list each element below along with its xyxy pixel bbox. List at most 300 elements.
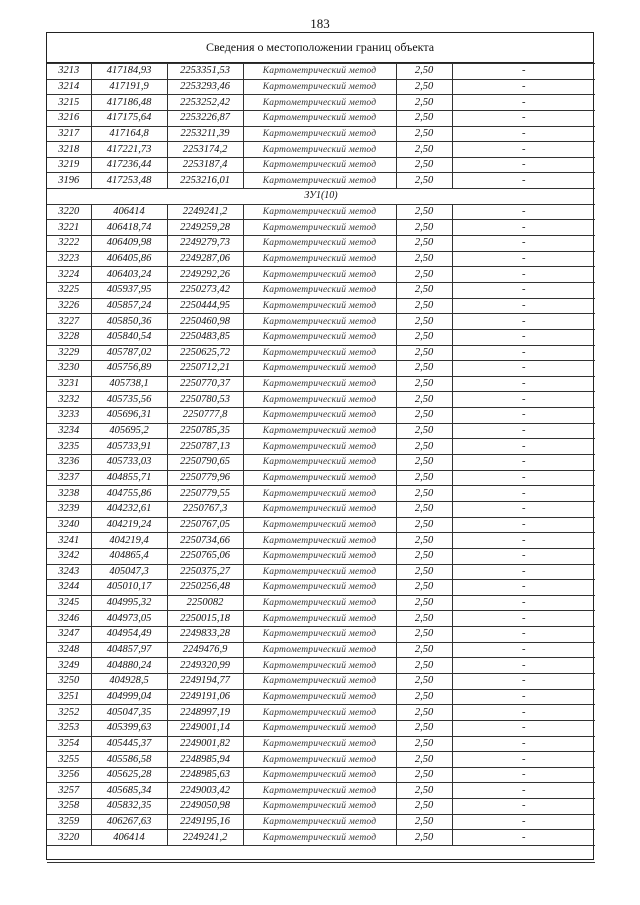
- y-coordinate-cell: 2249279,73: [167, 236, 243, 252]
- x-coordinate-cell: 406414: [91, 204, 167, 220]
- method-cell: Картометрический метод: [243, 486, 396, 502]
- table-title: Сведения о местоположении границ объекта: [47, 33, 593, 63]
- x-coordinate-cell: 417164,8: [91, 126, 167, 142]
- point-number-cell: 3257: [47, 783, 91, 799]
- accuracy-cell: 2,50: [396, 658, 452, 674]
- x-coordinate-cell: 417191,9: [91, 79, 167, 95]
- table-row: [47, 408, 595, 424]
- point-number-cell: 3219: [47, 157, 91, 173]
- y-coordinate-cell: 2250767,05: [167, 517, 243, 533]
- description-cell: -: [452, 361, 595, 377]
- y-coordinate-cell: 2250780,53: [167, 392, 243, 408]
- description-cell: -: [452, 611, 595, 627]
- x-coordinate-cell: 405738,1: [91, 376, 167, 392]
- accuracy-cell: 2,50: [396, 267, 452, 283]
- accuracy-cell: 2,50: [396, 501, 452, 517]
- description-cell: -: [452, 220, 595, 236]
- x-coordinate-cell: 405857,24: [91, 298, 167, 314]
- method-cell: Картометрический метод: [243, 95, 396, 111]
- x-coordinate-cell: 405733,03: [91, 455, 167, 471]
- accuracy-cell: 2,50: [396, 408, 452, 424]
- accuracy-cell: 2,50: [396, 455, 452, 471]
- x-coordinate-cell: 406418,74: [91, 220, 167, 236]
- y-coordinate-cell: 2250082: [167, 595, 243, 611]
- point-number-cell: 3239: [47, 501, 91, 517]
- point-number-cell: 3258: [47, 799, 91, 815]
- table-row: [47, 689, 595, 705]
- table-row: [47, 705, 595, 721]
- point-number-cell: 3230: [47, 361, 91, 377]
- method-cell: Картометрический метод: [243, 110, 396, 126]
- method-cell: Картометрический метод: [243, 251, 396, 267]
- table-row: [47, 455, 595, 471]
- y-coordinate-cell: 2250779,96: [167, 470, 243, 486]
- table-row: [47, 157, 595, 173]
- x-coordinate-cell: 417186,48: [91, 95, 167, 111]
- description-cell: -: [452, 642, 595, 658]
- method-cell: Картометрический метод: [243, 627, 396, 643]
- y-coordinate-cell: 2249001,82: [167, 736, 243, 752]
- description-cell: -: [452, 345, 595, 361]
- y-coordinate-cell: 2250460,98: [167, 314, 243, 330]
- y-coordinate-cell: 2250625,72: [167, 345, 243, 361]
- empty-row: [47, 846, 595, 863]
- point-number-cell: 3218: [47, 142, 91, 158]
- point-number-cell: 3213: [47, 64, 91, 80]
- y-coordinate-cell: 2250444,95: [167, 298, 243, 314]
- y-coordinate-cell: 2250767,3: [167, 501, 243, 517]
- accuracy-cell: 2,50: [396, 392, 452, 408]
- method-cell: Картометрический метод: [243, 517, 396, 533]
- point-number-cell: 3253: [47, 720, 91, 736]
- table-row: [47, 611, 595, 627]
- y-coordinate-cell: 2249001,14: [167, 720, 243, 736]
- method-cell: Картометрический метод: [243, 79, 396, 95]
- description-cell: -: [452, 439, 595, 455]
- accuracy-cell: 2,50: [396, 673, 452, 689]
- accuracy-cell: 2,50: [396, 720, 452, 736]
- description-cell: -: [452, 392, 595, 408]
- x-coordinate-cell: 405735,56: [91, 392, 167, 408]
- table-row: [47, 376, 595, 392]
- y-coordinate-cell: 2253174,2: [167, 142, 243, 158]
- method-cell: Картометрический метод: [243, 361, 396, 377]
- table-row: [47, 329, 595, 345]
- method-cell: Картометрический метод: [243, 236, 396, 252]
- y-coordinate-cell: 2250787,13: [167, 439, 243, 455]
- accuracy-cell: 2,50: [396, 173, 452, 189]
- description-cell: -: [452, 455, 595, 471]
- table-row: [47, 392, 595, 408]
- point-number-cell: 3220: [47, 204, 91, 220]
- x-coordinate-cell: 404954,49: [91, 627, 167, 643]
- point-number-cell: 3196: [47, 173, 91, 189]
- x-coordinate-cell: 404865,4: [91, 548, 167, 564]
- y-coordinate-cell: 2249241,2: [167, 830, 243, 846]
- table-row: [47, 204, 595, 220]
- y-coordinate-cell: 2250712,21: [167, 361, 243, 377]
- table-row: [47, 501, 595, 517]
- point-number-cell: 3242: [47, 548, 91, 564]
- accuracy-cell: 2,50: [396, 783, 452, 799]
- point-number-cell: 3243: [47, 564, 91, 580]
- accuracy-cell: 2,50: [396, 548, 452, 564]
- y-coordinate-cell: 2250779,55: [167, 486, 243, 502]
- accuracy-cell: 2,50: [396, 470, 452, 486]
- table-row: [47, 720, 595, 736]
- description-cell: -: [452, 627, 595, 643]
- y-coordinate-cell: 2250790,65: [167, 455, 243, 471]
- block1-rows: [47, 64, 595, 189]
- y-coordinate-cell: 2253211,39: [167, 126, 243, 142]
- point-number-cell: 3226: [47, 298, 91, 314]
- table-row: [47, 533, 595, 549]
- description-cell: -: [452, 267, 595, 283]
- empty-row-body: [47, 846, 595, 863]
- point-number-cell: 3254: [47, 736, 91, 752]
- table-row: [47, 298, 595, 314]
- method-cell: Картометрический метод: [243, 64, 396, 80]
- accuracy-cell: 2,50: [396, 595, 452, 611]
- accuracy-cell: 2,50: [396, 705, 452, 721]
- method-cell: Картометрический метод: [243, 595, 396, 611]
- x-coordinate-cell: 405696,31: [91, 408, 167, 424]
- method-cell: Картометрический метод: [243, 658, 396, 674]
- x-coordinate-cell: 405685,34: [91, 783, 167, 799]
- method-cell: Картометрический метод: [243, 267, 396, 283]
- y-coordinate-cell: 2249194,77: [167, 673, 243, 689]
- method-cell: Картометрический метод: [243, 783, 396, 799]
- point-number-cell: 3255: [47, 752, 91, 768]
- accuracy-cell: 2,50: [396, 627, 452, 643]
- y-coordinate-cell: 2250375,27: [167, 564, 243, 580]
- point-number-cell: 3235: [47, 439, 91, 455]
- description-cell: -: [452, 548, 595, 564]
- y-coordinate-cell: 2249191,06: [167, 689, 243, 705]
- method-cell: Картометрический метод: [243, 376, 396, 392]
- accuracy-cell: 2,50: [396, 767, 452, 783]
- accuracy-cell: 2,50: [396, 142, 452, 158]
- description-cell: -: [452, 673, 595, 689]
- method-cell: Картометрический метод: [243, 439, 396, 455]
- method-cell: Картометрический метод: [243, 830, 396, 846]
- method-cell: Картометрический метод: [243, 799, 396, 815]
- table-row: [47, 580, 595, 596]
- accuracy-cell: 2,50: [396, 95, 452, 111]
- description-cell: -: [452, 658, 595, 674]
- point-number-cell: 3259: [47, 814, 91, 830]
- description-cell: -: [452, 251, 595, 267]
- y-coordinate-cell: 2250015,18: [167, 611, 243, 627]
- description-cell: -: [452, 470, 595, 486]
- x-coordinate-cell: 404880,24: [91, 658, 167, 674]
- method-cell: Картометрический метод: [243, 767, 396, 783]
- table-row: [47, 267, 595, 283]
- x-coordinate-cell: 405399,63: [91, 720, 167, 736]
- y-coordinate-cell: 2249476,9: [167, 642, 243, 658]
- point-number-cell: 3245: [47, 595, 91, 611]
- y-coordinate-cell: 2250785,35: [167, 423, 243, 439]
- method-cell: Картометрический метод: [243, 548, 396, 564]
- point-number-cell: 3225: [47, 282, 91, 298]
- description-cell: -: [452, 376, 595, 392]
- accuracy-cell: 2,50: [396, 611, 452, 627]
- x-coordinate-cell: 417221,73: [91, 142, 167, 158]
- method-cell: Картометрический метод: [243, 345, 396, 361]
- method-cell: Картометрический метод: [243, 157, 396, 173]
- method-cell: Картометрический метод: [243, 314, 396, 330]
- table-row: [47, 548, 595, 564]
- accuracy-cell: 2,50: [396, 799, 452, 815]
- point-number-cell: 3249: [47, 658, 91, 674]
- description-cell: -: [452, 736, 595, 752]
- accuracy-cell: 2,50: [396, 423, 452, 439]
- description-cell: -: [452, 64, 595, 80]
- point-number-cell: 3220: [47, 830, 91, 846]
- table-row: [47, 142, 595, 158]
- accuracy-cell: 2,50: [396, 329, 452, 345]
- empty-cell: [47, 846, 595, 863]
- table-row: [47, 736, 595, 752]
- block2-rows: [47, 204, 595, 845]
- method-cell: Картометрический метод: [243, 689, 396, 705]
- x-coordinate-cell: 405047,3: [91, 564, 167, 580]
- description-cell: -: [452, 157, 595, 173]
- accuracy-cell: 2,50: [396, 345, 452, 361]
- method-cell: Картометрический метод: [243, 673, 396, 689]
- accuracy-cell: 2,50: [396, 361, 452, 377]
- y-coordinate-cell: 2248985,94: [167, 752, 243, 768]
- x-coordinate-cell: 417184,93: [91, 64, 167, 80]
- table-row: [47, 345, 595, 361]
- table-row: [47, 517, 595, 533]
- method-cell: Картометрический метод: [243, 642, 396, 658]
- table-row: [47, 470, 595, 486]
- table-row: [47, 251, 595, 267]
- y-coordinate-cell: 2250770,37: [167, 376, 243, 392]
- description-cell: -: [452, 110, 595, 126]
- point-number-cell: 3237: [47, 470, 91, 486]
- method-cell: Картометрический метод: [243, 736, 396, 752]
- y-coordinate-cell: 2253226,87: [167, 110, 243, 126]
- method-cell: Картометрический метод: [243, 705, 396, 721]
- x-coordinate-cell: 405756,89: [91, 361, 167, 377]
- method-cell: Картометрический метод: [243, 564, 396, 580]
- description-cell: -: [452, 689, 595, 705]
- table-row: [47, 423, 595, 439]
- group-label: ЗУ1(10): [47, 189, 595, 205]
- table-row: [47, 486, 595, 502]
- method-cell: Картометрический метод: [243, 298, 396, 314]
- method-cell: Картометрический метод: [243, 408, 396, 424]
- y-coordinate-cell: 2253216,01: [167, 173, 243, 189]
- description-cell: -: [452, 814, 595, 830]
- point-number-cell: 3214: [47, 79, 91, 95]
- accuracy-cell: 2,50: [396, 486, 452, 502]
- accuracy-cell: 2,50: [396, 298, 452, 314]
- method-cell: Картометрический метод: [243, 720, 396, 736]
- table-row: [47, 314, 595, 330]
- x-coordinate-cell: 405586,58: [91, 752, 167, 768]
- point-number-cell: 3248: [47, 642, 91, 658]
- point-number-cell: 3247: [47, 627, 91, 643]
- table-row: [47, 752, 595, 768]
- method-cell: Картометрический метод: [243, 580, 396, 596]
- description-cell: -: [452, 517, 595, 533]
- method-cell: Картометрический метод: [243, 455, 396, 471]
- point-number-cell: 3236: [47, 455, 91, 471]
- x-coordinate-cell: 404855,71: [91, 470, 167, 486]
- table-row: [47, 361, 595, 377]
- x-coordinate-cell: 406409,98: [91, 236, 167, 252]
- table-row: [47, 110, 595, 126]
- accuracy-cell: 2,50: [396, 439, 452, 455]
- accuracy-cell: 2,50: [396, 236, 452, 252]
- method-cell: Картометрический метод: [243, 533, 396, 549]
- description-cell: -: [452, 580, 595, 596]
- table-row: [47, 673, 595, 689]
- method-cell: Картометрический метод: [243, 282, 396, 298]
- point-number-cell: 3246: [47, 611, 91, 627]
- accuracy-cell: 2,50: [396, 830, 452, 846]
- point-number-cell: 3233: [47, 408, 91, 424]
- table-row: [47, 126, 595, 142]
- description-cell: -: [452, 501, 595, 517]
- table-row: [47, 173, 595, 189]
- method-cell: Картометрический метод: [243, 392, 396, 408]
- point-number-cell: 3216: [47, 110, 91, 126]
- description-cell: -: [452, 173, 595, 189]
- point-number-cell: 3244: [47, 580, 91, 596]
- description-cell: -: [452, 830, 595, 846]
- x-coordinate-cell: 405787,02: [91, 345, 167, 361]
- point-number-cell: 3240: [47, 517, 91, 533]
- accuracy-cell: 2,50: [396, 220, 452, 236]
- description-cell: -: [452, 314, 595, 330]
- point-number-cell: 3221: [47, 220, 91, 236]
- y-coordinate-cell: 2248985,63: [167, 767, 243, 783]
- description-cell: -: [452, 204, 595, 220]
- point-number-cell: 3252: [47, 705, 91, 721]
- point-number-cell: 3250: [47, 673, 91, 689]
- accuracy-cell: 2,50: [396, 251, 452, 267]
- x-coordinate-cell: 417253,48: [91, 173, 167, 189]
- accuracy-cell: 2,50: [396, 110, 452, 126]
- description-cell: -: [452, 799, 595, 815]
- y-coordinate-cell: 2253187,4: [167, 157, 243, 173]
- description-cell: -: [452, 236, 595, 252]
- table-row: [47, 814, 595, 830]
- point-number-cell: 3223: [47, 251, 91, 267]
- accuracy-cell: 2,50: [396, 79, 452, 95]
- method-cell: Картометрический метод: [243, 142, 396, 158]
- y-coordinate-cell: 2249241,2: [167, 204, 243, 220]
- y-coordinate-cell: 2249320,99: [167, 658, 243, 674]
- accuracy-cell: 2,50: [396, 314, 452, 330]
- method-cell: Картометрический метод: [243, 173, 396, 189]
- point-number-cell: 3251: [47, 689, 91, 705]
- accuracy-cell: 2,50: [396, 642, 452, 658]
- accuracy-cell: 2,50: [396, 64, 452, 80]
- accuracy-cell: 2,50: [396, 580, 452, 596]
- method-cell: Картометрический метод: [243, 204, 396, 220]
- description-cell: -: [452, 595, 595, 611]
- x-coordinate-cell: 405937,95: [91, 282, 167, 298]
- accuracy-cell: 2,50: [396, 752, 452, 768]
- table-row: [47, 236, 595, 252]
- x-coordinate-cell: 417175,64: [91, 110, 167, 126]
- accuracy-cell: 2,50: [396, 736, 452, 752]
- method-cell: Картометрический метод: [243, 814, 396, 830]
- point-number-cell: 3231: [47, 376, 91, 392]
- x-coordinate-cell: 405695,2: [91, 423, 167, 439]
- description-cell: -: [452, 705, 595, 721]
- x-coordinate-cell: 406414: [91, 830, 167, 846]
- method-cell: Картометрический метод: [243, 126, 396, 142]
- point-number-cell: 3215: [47, 95, 91, 111]
- x-coordinate-cell: 404928,5: [91, 673, 167, 689]
- description-cell: -: [452, 142, 595, 158]
- y-coordinate-cell: 2248997,19: [167, 705, 243, 721]
- table-row: [47, 767, 595, 783]
- accuracy-cell: 2,50: [396, 564, 452, 580]
- table-row: [47, 439, 595, 455]
- boundary-info-frame: [46, 32, 594, 860]
- method-cell: Картометрический метод: [243, 752, 396, 768]
- x-coordinate-cell: 404219,4: [91, 533, 167, 549]
- description-cell: -: [452, 752, 595, 768]
- x-coordinate-cell: 404755,86: [91, 486, 167, 502]
- table-row: [47, 595, 595, 611]
- x-coordinate-cell: 405445,37: [91, 736, 167, 752]
- y-coordinate-cell: 2249259,28: [167, 220, 243, 236]
- x-coordinate-cell: 417236,44: [91, 157, 167, 173]
- point-number-cell: 3229: [47, 345, 91, 361]
- table-row: [47, 79, 595, 95]
- description-cell: -: [452, 486, 595, 502]
- y-coordinate-cell: 2249050,98: [167, 799, 243, 815]
- accuracy-cell: 2,50: [396, 157, 452, 173]
- accuracy-cell: 2,50: [396, 204, 452, 220]
- accuracy-cell: 2,50: [396, 376, 452, 392]
- point-number-cell: 3228: [47, 329, 91, 345]
- group-row: [47, 189, 595, 205]
- x-coordinate-cell: 405625,28: [91, 767, 167, 783]
- method-cell: Картометрический метод: [243, 501, 396, 517]
- x-coordinate-cell: 404973,05: [91, 611, 167, 627]
- description-cell: -: [452, 329, 595, 345]
- description-cell: -: [452, 79, 595, 95]
- x-coordinate-cell: 405010,17: [91, 580, 167, 596]
- x-coordinate-cell: 406403,24: [91, 267, 167, 283]
- page-number: 183: [310, 16, 330, 31]
- coordinates-table: [47, 63, 595, 863]
- point-number-cell: 3224: [47, 267, 91, 283]
- table-row: [47, 64, 595, 80]
- x-coordinate-cell: 404995,32: [91, 595, 167, 611]
- method-cell: Картометрический метод: [243, 611, 396, 627]
- table-row: [47, 95, 595, 111]
- y-coordinate-cell: 2253293,46: [167, 79, 243, 95]
- accuracy-cell: 2,50: [396, 517, 452, 533]
- y-coordinate-cell: 2250777,8: [167, 408, 243, 424]
- description-cell: -: [452, 282, 595, 298]
- y-coordinate-cell: 2250273,42: [167, 282, 243, 298]
- table-row: [47, 783, 595, 799]
- x-coordinate-cell: 405850,36: [91, 314, 167, 330]
- point-number-cell: 3227: [47, 314, 91, 330]
- y-coordinate-cell: 2250483,85: [167, 329, 243, 345]
